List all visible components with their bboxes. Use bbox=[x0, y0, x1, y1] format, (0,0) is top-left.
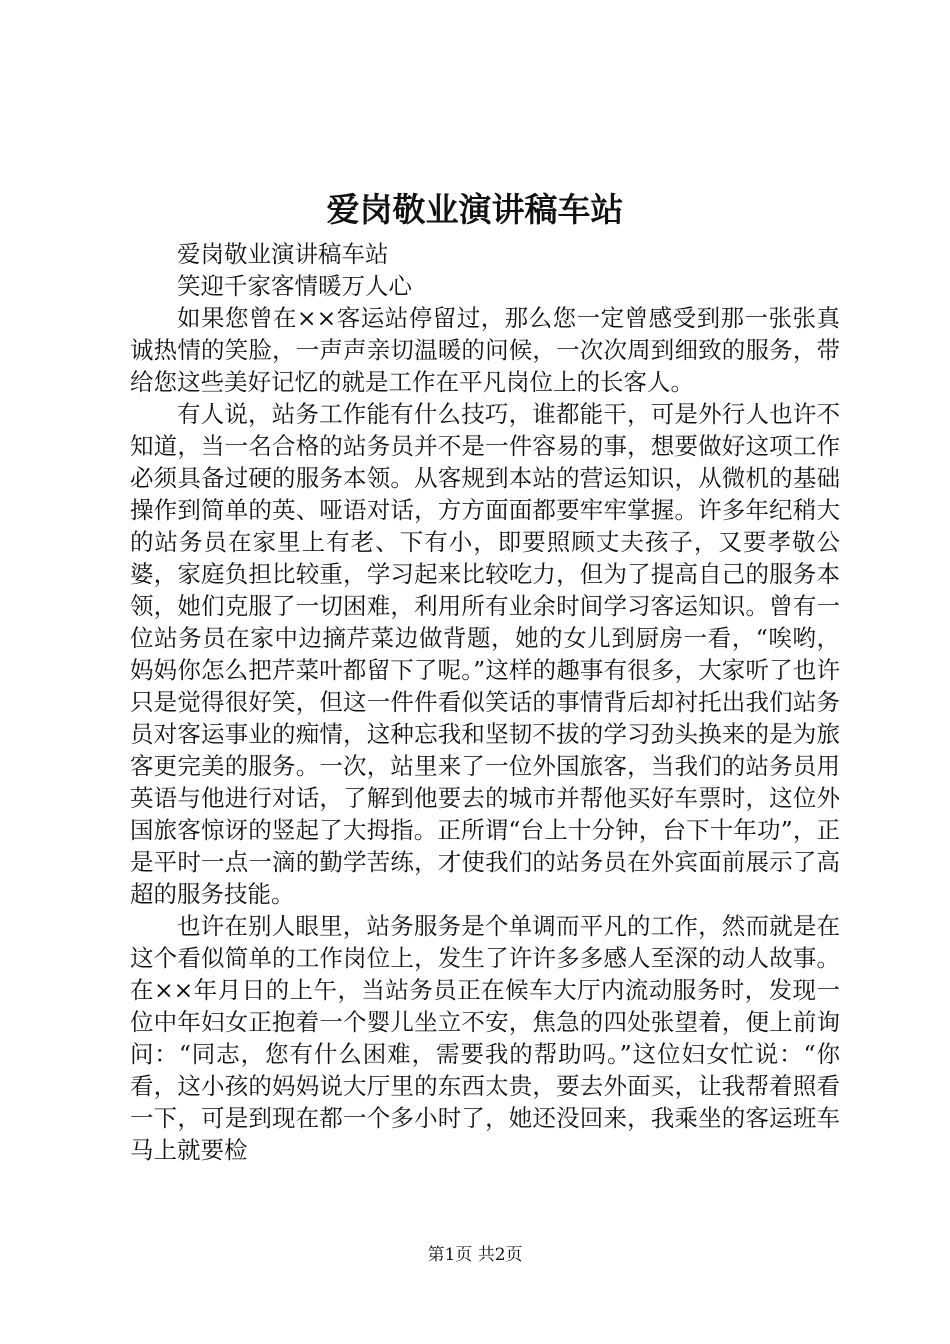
page-number-footer: 第1页 共2页 bbox=[427, 1245, 523, 1265]
paragraph-subtitle: 爱岗敬业演讲稿车站 bbox=[177, 240, 389, 268]
paragraph: 有人说，站务工作能有什么技巧，谁都能干，可是外行人也许不知道，当一名合格的站务员并不是一件容易的事，想要做好这项工作必须具备过硬的服务本领。从客规到本站的营运知识，从微机的基础操作到简单的英、哑语对话，方方面面都要牢牢掌握。许多年纪稍大的站务员在家里上有老、下有小，即要照顾丈夫孩子，又要孝敬公婆，家庭负担比较重，学习起来比较吃力，但为了提高自己的服务本领，她们克服了一切困难，利用所有业余时间学习客运知识。曾有一位站务员在家中边摘芹菜边做背题，她的女儿到厨房一看，“唉哟，妈妈你怎么把芹菜叶都留下了呢。”这样的趣事有很多，大家听了也许只是觉得很好笑，但这一件件看似笑话的事情背后却衬托出我们站务员对客运事业的痴情，这种忘我和坚韧不拔的学习劲头换来的是为旅客更完美的服务。一次，站里来了一位外国旅客，当我们的站务员用英语与他进行对话，了解到他要去的城市并帮他买好车票时，这位外国旅客惊讶的竖起了大拇指。正所谓“台上十分钟，台下十年功”，正是平时一点一滴的勤学苦练，才使我们的站务员在外宾面前展示了高超的服务技能。 bbox=[130, 400, 840, 908]
document-title: 爱岗敬业演讲稿车站 bbox=[326, 190, 624, 229]
document-body bbox=[130, 238, 840, 1166]
paragraph: 如果您曾在××客运站停留过，那么您一定曾感受到那一张张真诚热情的笑脸，一声声亲切温暖的问候，一次次周到细致的服务，带给您这些美好记忆的就是工作在平凡岗位上的长客人。 bbox=[130, 304, 840, 396]
paragraph: 也许在别人眼里，站务服务是个单调而平凡的工作，然而就是在这个看似简单的工作岗位上，发生了许许多多感人至深的动人故事。在××年月日的上午，当站务员正在候车大厅内流动服务时，发现一位中年妇女正抱着一个婴儿坐立不安，焦急的四处张望着，便上前询问：“同志，您有什么困难，需要我的帮助吗。”这位妇女忙说：“你看，这小孩的妈妈说大厅里的东西太贵，要去外面买，让我帮着照看一下，可是到现在都一个多小时了，她还没回来，我乘坐的客运班车马上就要检 bbox=[130, 912, 840, 1164]
paragraph-slogan: 笑迎千家客情暖万人心 bbox=[177, 272, 412, 300]
